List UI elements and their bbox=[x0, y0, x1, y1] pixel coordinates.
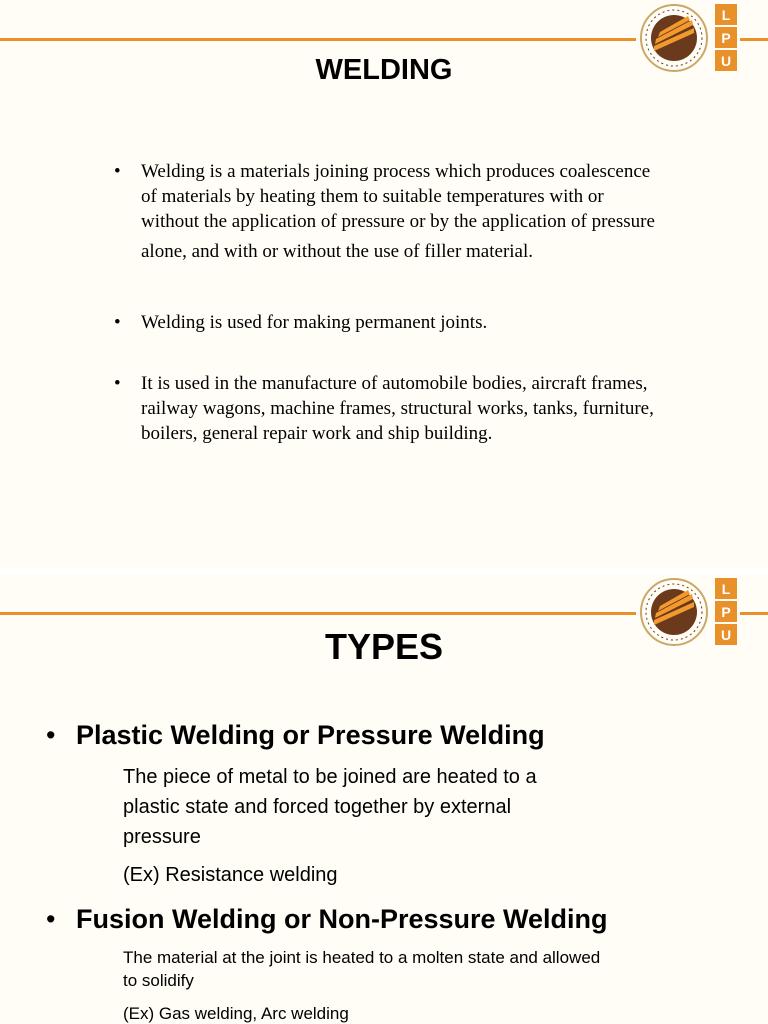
bullet-applications: • It is used in the manufacture of automobile bodies, aircraft frames, railway wagons, machine frames, structural works, tanks, furniture, boilers, general repair work and ship building. bbox=[114, 373, 654, 444]
svg-text:P: P bbox=[721, 604, 731, 620]
header-rule-left bbox=[0, 612, 636, 615]
slide-title: WELDING bbox=[315, 54, 453, 86]
type-description-fusion: The material at the joint is heated to a molten state and allowed to solidify bbox=[123, 948, 601, 990]
header-rule-right bbox=[740, 38, 768, 41]
slide-types bbox=[0, 574, 768, 1024]
svg-text:L: L bbox=[721, 581, 731, 597]
type-heading-pressure: • Plastic Welding or Pressure Welding bbox=[46, 720, 545, 750]
bullet-icon: • bbox=[46, 904, 56, 934]
header-rule-right bbox=[740, 612, 768, 615]
type-example-pressure: (Ex) Resistance welding bbox=[123, 864, 338, 886]
bullet-permanent-joints: • Welding is used for making permanent joints. bbox=[114, 312, 488, 333]
svg-text:U: U bbox=[720, 53, 732, 69]
type-description-pressure: The piece of metal to be joined are heated to a plastic state and forced together by external pressure bbox=[123, 766, 537, 848]
bullet-icon: • bbox=[114, 161, 121, 182]
svg-text:U: U bbox=[720, 627, 732, 643]
bullet-definition: • Welding is a materials joining process which produces coalescence of materials by heating them to suitable temperatures with or without the application of pressure or by the application of pressure alone, and with or without the use of filler material. bbox=[114, 161, 655, 262]
svg-text:P: P bbox=[721, 30, 731, 46]
type-example-fusion: (Ex) Gas welding, Arc welding bbox=[123, 1004, 349, 1023]
type-heading-fusion: • Fusion Welding or Non-Pressure Welding bbox=[46, 904, 608, 934]
slide-title: TYPES bbox=[324, 626, 444, 667]
bullet-icon: • bbox=[114, 373, 121, 394]
header-rule-left bbox=[0, 38, 636, 41]
bullet-icon: • bbox=[114, 312, 121, 333]
svg-text:L: L bbox=[721, 7, 731, 23]
bullet-icon: • bbox=[46, 720, 56, 750]
